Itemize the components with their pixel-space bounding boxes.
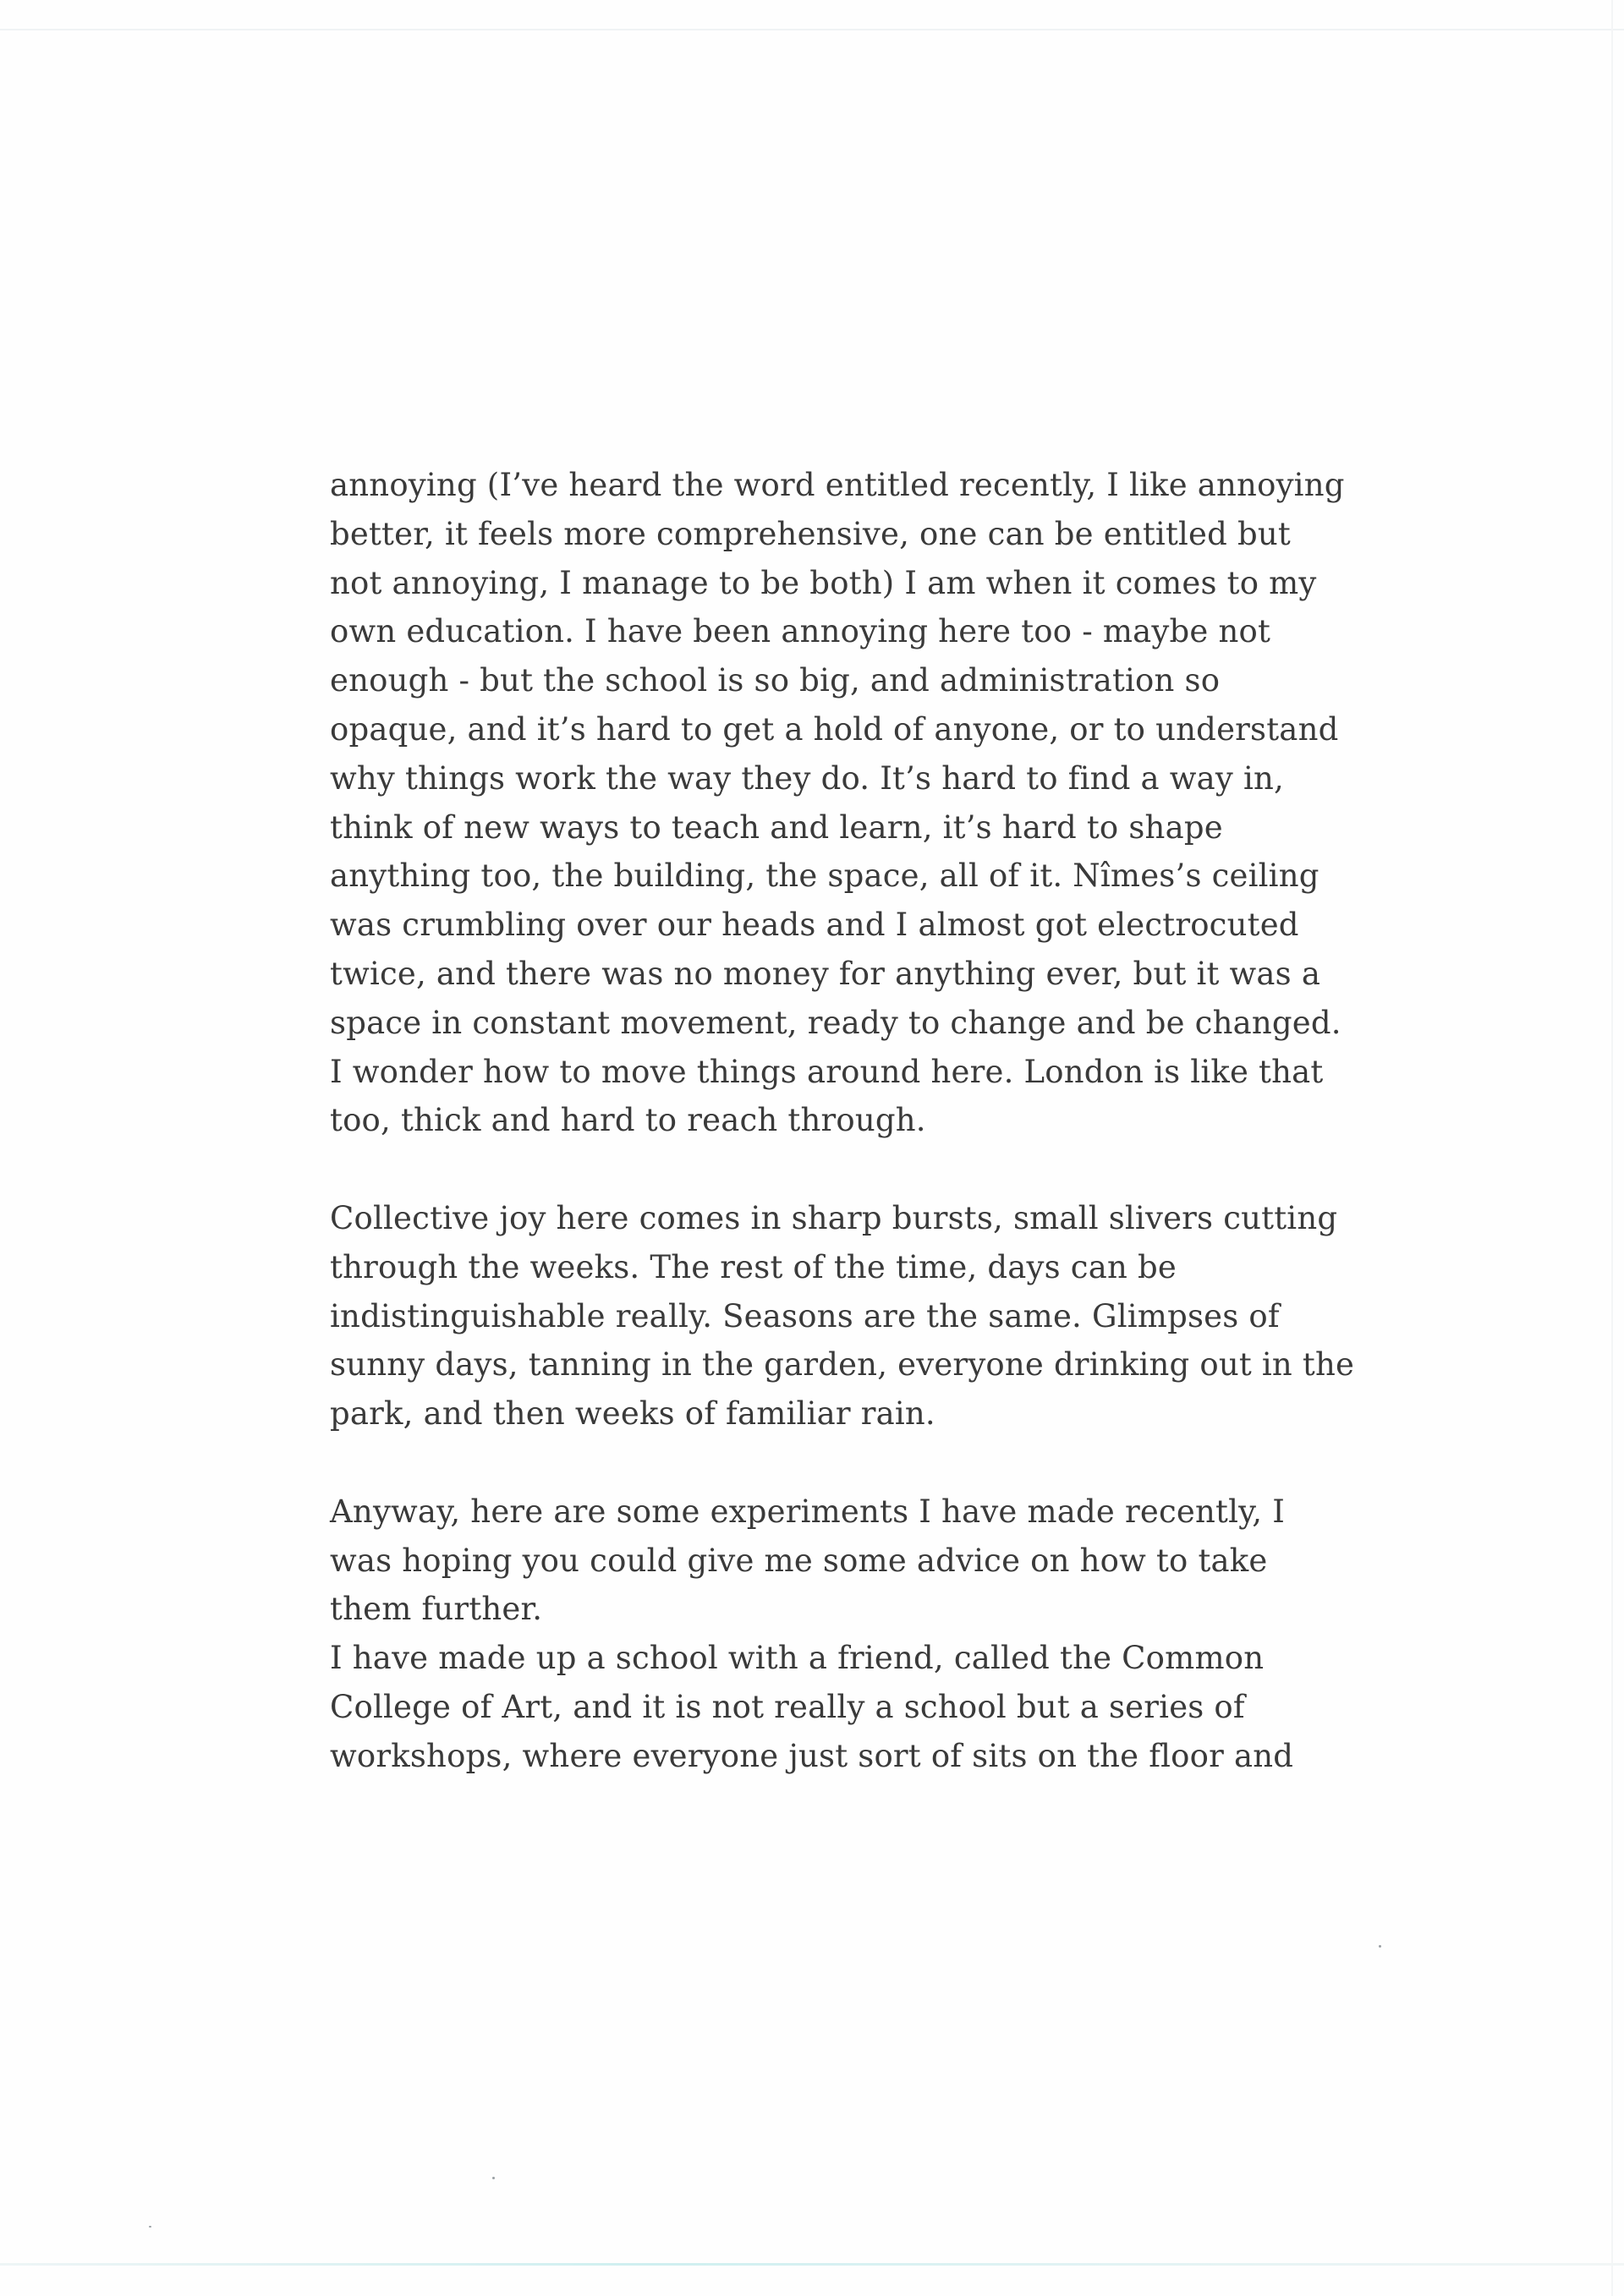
text-line: was crumbling over our heads and I almost got electrocuted (330, 907, 1299, 944)
scan-speck (1379, 1945, 1381, 1948)
paragraph-gap (330, 1145, 1286, 1194)
text-line: twice, and there was no money for anything ever, but it was a (330, 955, 1321, 992)
scan-speck (149, 2226, 151, 2228)
scan-top-edge (0, 29, 1624, 30)
text-line: through the weeks. The rest of the time, days can be (330, 1248, 1177, 1285)
text-line: College of Art, and it is not really a school but a series of (330, 1688, 1245, 1725)
text-line: too, thick and hard to reach through. (330, 1102, 926, 1139)
text-line: them further. (330, 1591, 543, 1628)
text-line: enough - but the school is so big, and administration so (330, 662, 1221, 699)
text-line: Anyway, here are some experiments I have made recently, I (330, 1493, 1286, 1530)
text-line: why things work the way they do. It’s hard to find a way in, (330, 759, 1284, 797)
text-line: space in constant movement, ready to change and be changed. (330, 1004, 1341, 1041)
text-line: was hoping you could give me some advice on how to take (330, 1542, 1268, 1579)
text-line: workshops, where everyone just sort of sits on the floor and (330, 1737, 1294, 1774)
text-line: indistinguishable really. Seasons are the same. Glimpses of (330, 1297, 1280, 1334)
text-line: I wonder how to move things around here. London is like that (330, 1053, 1324, 1090)
scan-speck (492, 2177, 495, 2179)
text-line: anything too, the building, the space, all of it. Nîmes’s ceiling (330, 858, 1320, 895)
text-line: I have made up a school with a friend, called the Common (330, 1640, 1265, 1677)
paragraph-3 (330, 1488, 1294, 1781)
text-line: sunny days, tanning in the garden, everyone drinking out in the (330, 1346, 1355, 1384)
letter-body (330, 461, 1355, 1781)
text-line: opaque, and it’s hard to get a hold of anyone, or to understand (330, 710, 1339, 748)
scan-bottom-edge (0, 2263, 1624, 2266)
paragraph-gap (330, 1438, 1286, 1488)
scan-right-edge (1611, 0, 1613, 2296)
text-line: think of new ways to teach and learn, it’s hard to shape (330, 808, 1223, 846)
text-line: own education. I have been annoying here too - maybe not (330, 613, 1271, 650)
text-line: not annoying, I manage to be both) I am when it comes to my (330, 564, 1317, 601)
text-line: better, it feels more comprehensive, one can be entitled but (330, 515, 1291, 552)
text-line: annoying (I’ve heard the word entitled recently, I like annoying (330, 467, 1345, 503)
text-line: park, and then weeks of familiar rain. (330, 1395, 935, 1433)
paragraph-1 (330, 461, 1345, 1145)
text-line: Collective joy here comes in sharp bursts, small slivers cutting (330, 1199, 1338, 1236)
paragraph-2 (330, 1194, 1355, 1438)
